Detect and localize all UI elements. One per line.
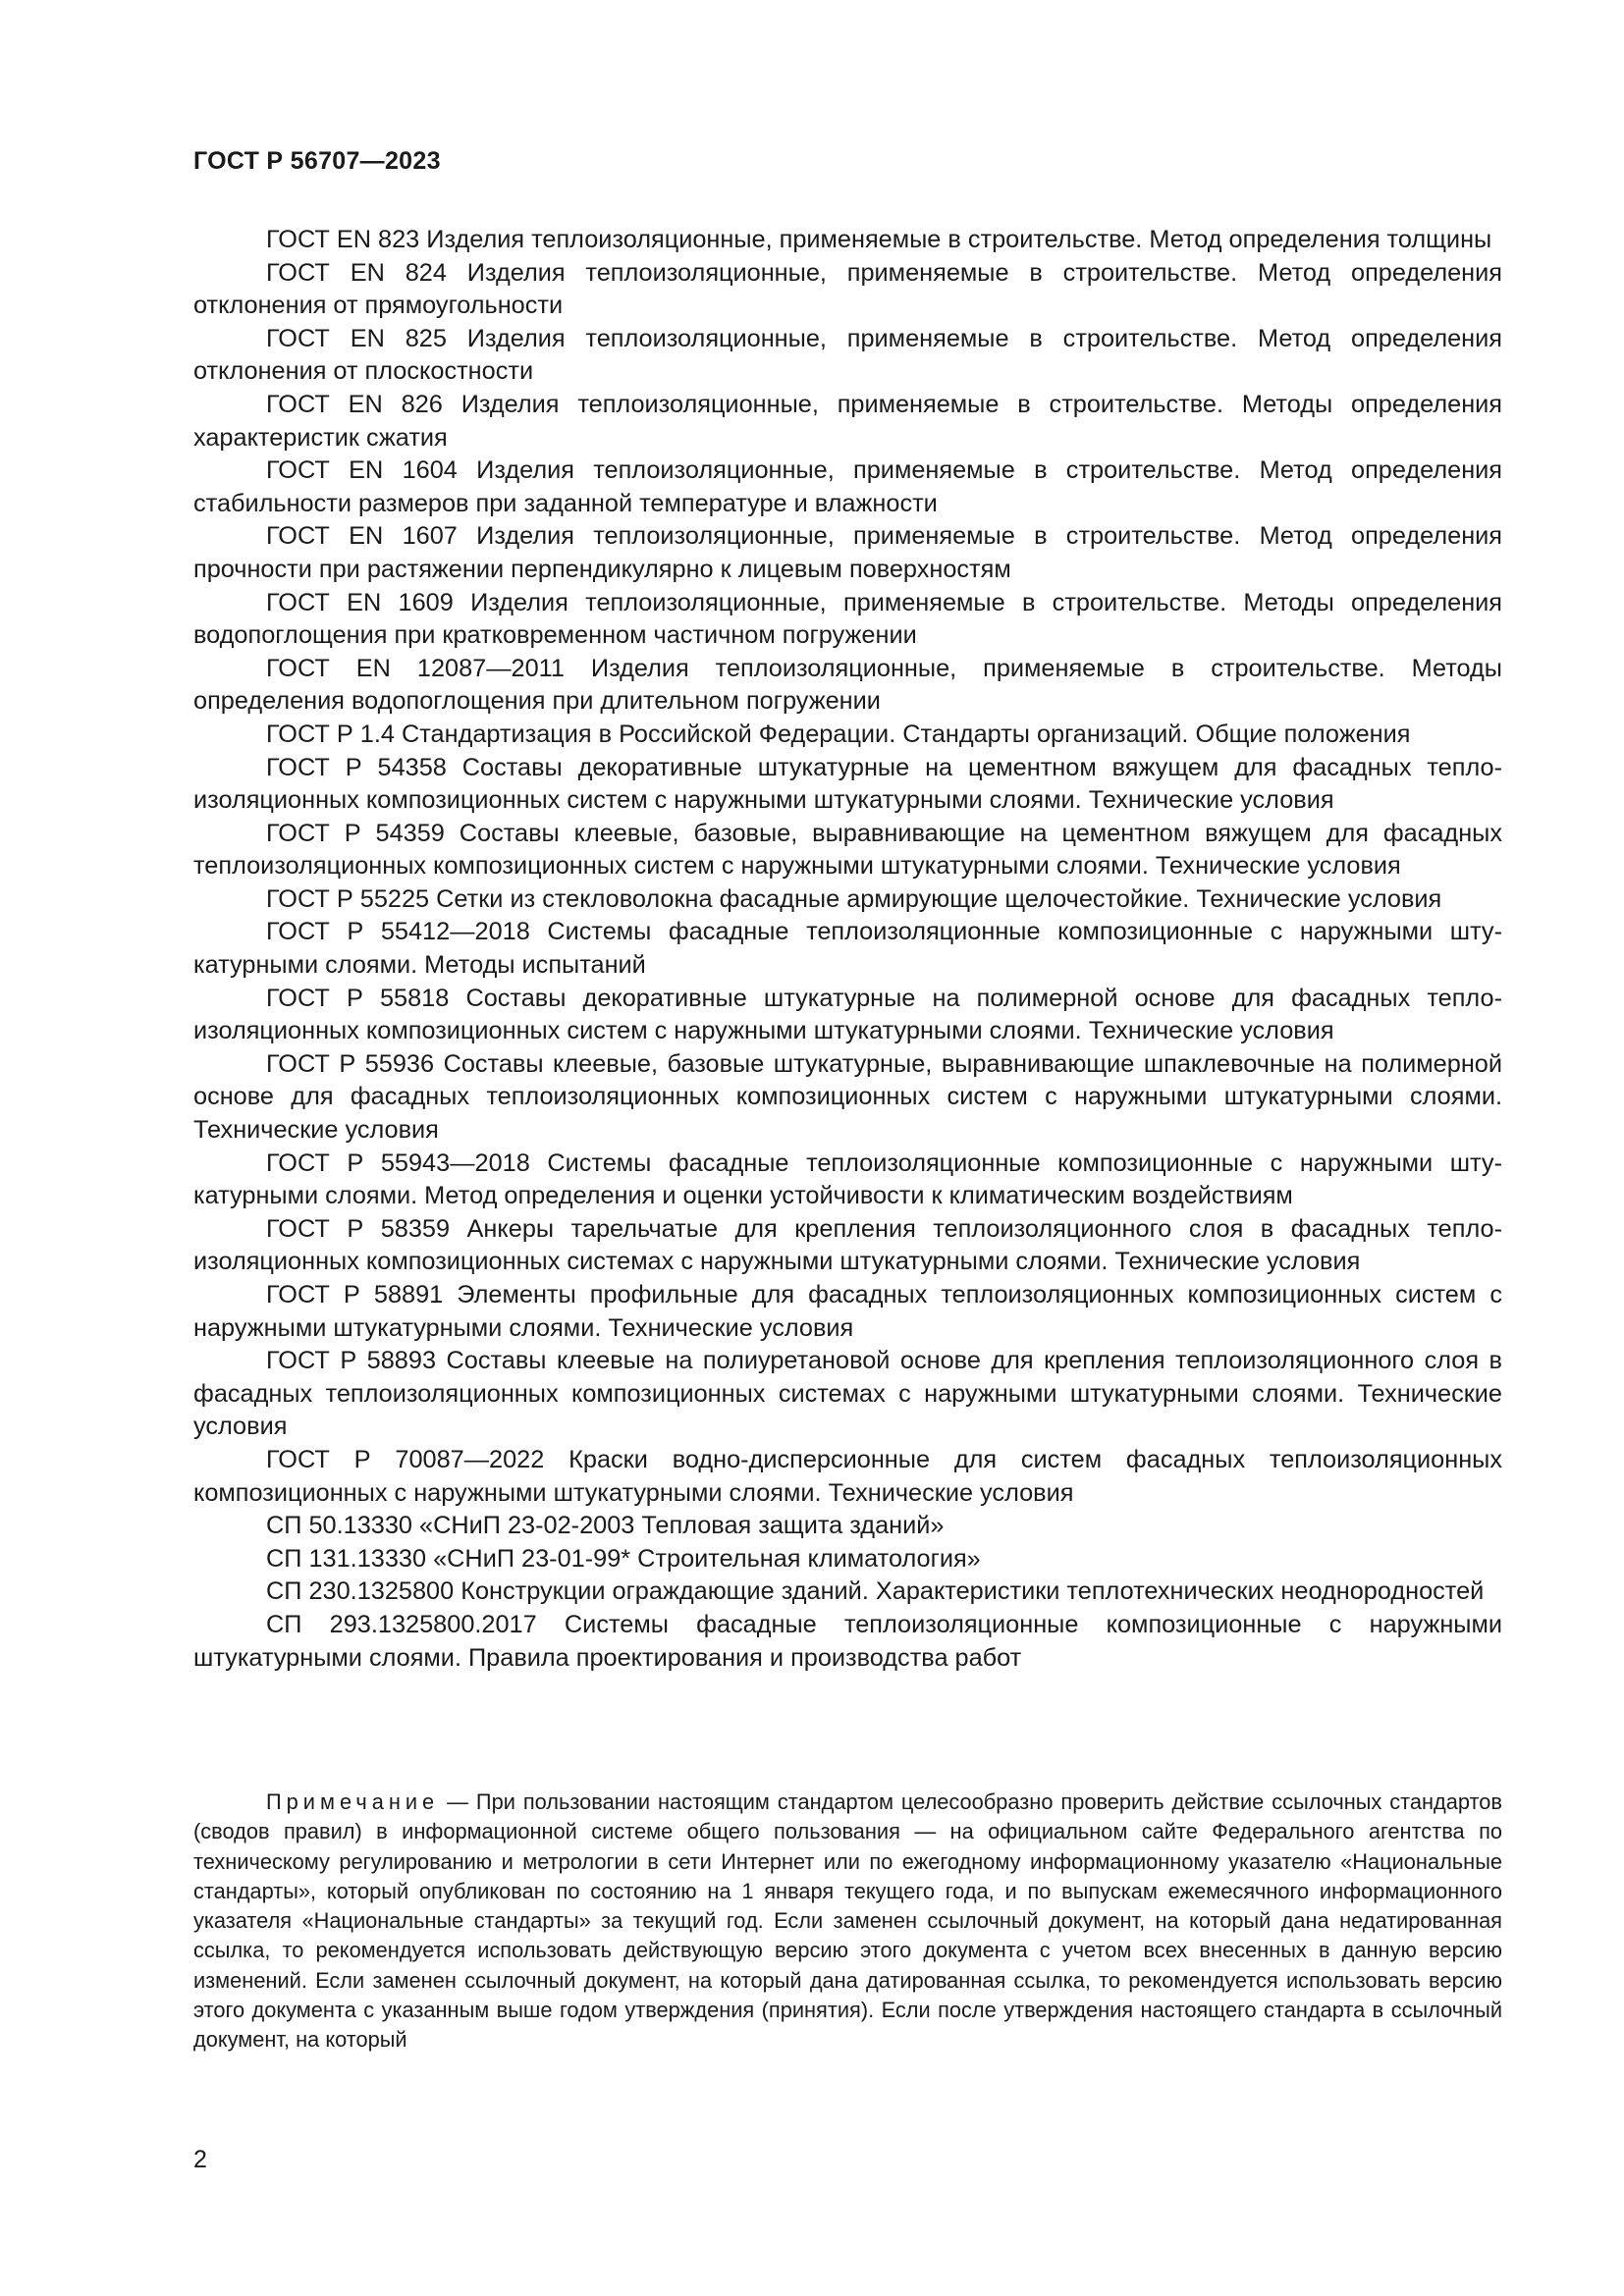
document-header: ГОСТ Р 56707—2023: [193, 147, 441, 175]
note-paragraph: [193, 1788, 1502, 2056]
reference-item: ГОСТ EN 826 Изделия теплоизоляционные, применяемые в строительстве. Методы определения характеристик сжатия: [193, 390, 1502, 452]
page-number: 2: [193, 2146, 207, 2173]
reference-item: СП 293.1325800.2017 Системы фасадные теплоизоляционные композиционные с наружными штукатурными слоями. Правила проектирования и производства работ: [193, 1610, 1502, 1672]
reference-item: ГОСТ Р 1.4 Стандартизация в Российской Федерации. Стандарты организаций. Общие положения: [266, 720, 1411, 748]
reference-item: ГОСТ EN 12087—2011 Изделия теплоизоляционные, применяемые в строительстве. Методы определения водопоглощения при длительном погружении: [193, 654, 1502, 716]
normative-references-list: [193, 224, 1502, 1675]
reference-item: ГОСТ Р 58359 Анкеры тарельчатые для крепления теплоизоляционного слоя в фасадных теплоизоляционных композиционных системах с наружными штукатурными слоями. Технические условия: [193, 1214, 1502, 1276]
reference-item: ГОСТ EN 1609 Изделия теплоизоляционные, применяемые в строительстве. Методы определения водопоглощения при кратковременном частичном погружении: [193, 588, 1502, 650]
reference-item: СП 131.13330 «СНиП 23-01-99* Строительная климатология»: [266, 1544, 981, 1573]
reference-item: ГОСТ Р 54359 Составы клеевые, базовые, выравнивающие на цементном вяжущем для фасадных теплоизоляционных композиционных систем с наружными штукатурными слоями. Технические условия: [193, 819, 1502, 881]
reference-item: ГОСТ EN 1607 Изделия теплоизоляционные, применяемые в строительстве. Метод определения прочности при растяжении перпендикулярно к лицевым поверхностям: [193, 522, 1502, 583]
reference-item: СП 50.13330 «СНиП 23-02-2003 Тепловая защита зданий»: [266, 1512, 945, 1540]
reference-item: ГОСТ Р 55818 Составы декоративные штукатурные на полимерной основе для фасадных теплоизоляционных композиционных систем с наружными штукатурными слоями. Технические условия: [193, 984, 1502, 1045]
reference-item: ГОСТ Р 55225 Сетки из стекловолокна фасадные армирующие щелочестойкие. Технические условия: [266, 884, 1442, 913]
reference-item: ГОСТ Р 58893 Составы клеевые на полиуретановой основе для крепления теплоизоляционного слоя в фасадных теплоизоляционных композиционных системах с наружными штукатурными слоями. Технические условия: [193, 1347, 1502, 1441]
reference-item: ГОСТ EN 823 Изделия теплоизоляционные, применяемые в строительстве. Метод определения толщины: [266, 226, 1492, 253]
reference-item: ГОСТ Р 54358 Составы декоративные штукатурные на цементном вяжущем для фасадных теплоизоляционных композиционных систем с наружными штукатурными слоями. Технические условия: [193, 753, 1502, 815]
reference-item: ГОСТ EN 825 Изделия теплоизоляционные, применяемые в строительстве. Метод определения отклонения от плоскостности: [193, 324, 1502, 386]
reference-item: ГОСТ Р 55943—2018 Системы фасадные теплоизоляционные композиционные с наружными штукатурными слоями. Метод определения и оценки устойчивости к климатическим воздействиям: [193, 1148, 1502, 1210]
note-label: Примечание: [266, 1789, 440, 1814]
reference-item: ГОСТ EN 1604 Изделия теплоизоляционные, применяемые в строительстве. Метод определения стабильности размеров при заданной температуре и влажности: [193, 456, 1502, 517]
reference-item: ГОСТ Р 58891 Элементы профильные для фасадных теплоизоляционных композиционных систем с наружными штукатурными слоями. Технические условия: [193, 1281, 1502, 1342]
reference-item: ГОСТ Р 55936 Составы клеевые, базовые штукатурные, выравнивающие шпаклевочные на полимерной основе для фасадных теплоизоляционных композиционных систем с наружными штукатурными слоями. Технические условия: [193, 1049, 1502, 1145]
note-text: — При пользовании настоящим стандартом целесообразно проверить действие ссылочных стандартов (сводов правил) в информационной системе общего пользования — на официальном сайте Федерального агентства по техническому регулированию и метрологии в сети Интернет или по ежегодному информационному указателю «Национальные стандарты», который опубликован по состоянию на 1 января текущего года, и по выпускам ежемесячного информационного указателя «Национальные стандарты» за текущий год. Если заменен ссылочный документ, на который дана недатированная ссылка, то рекомендуется использовать действующую версию этого документа с учетом всех внесенных в данную версию изменений. Если заменен ссылочный документ, на который дана датированная ссылка, то рекомендуется использовать версию этого документа с указанным выше годом утверждения (принятия). Если после утверждения настоящего стандарта в ссылочный документ, на который: [193, 1789, 1502, 2053]
reference-item: ГОСТ EN 824 Изделия теплоизоляционные, применяемые в строительстве. Метод определения отклонения от прямоугольности: [193, 258, 1502, 320]
reference-item: СП 230.1325800 Конструкции ограждающие зданий. Характеристики теплотехнических неоднородностей: [266, 1577, 1485, 1606]
reference-item: ГОСТ Р 70087—2022 Краски водно-дисперсионные для систем фасадных теплоизоляционных композиционных с наружными штукатурными слоями. Технические условия: [193, 1445, 1502, 1507]
reference-item: ГОСТ Р 55412—2018 Системы фасадные теплоизоляционные композиционные с наружными штукатурными слоями. Методы испытаний: [193, 918, 1502, 980]
